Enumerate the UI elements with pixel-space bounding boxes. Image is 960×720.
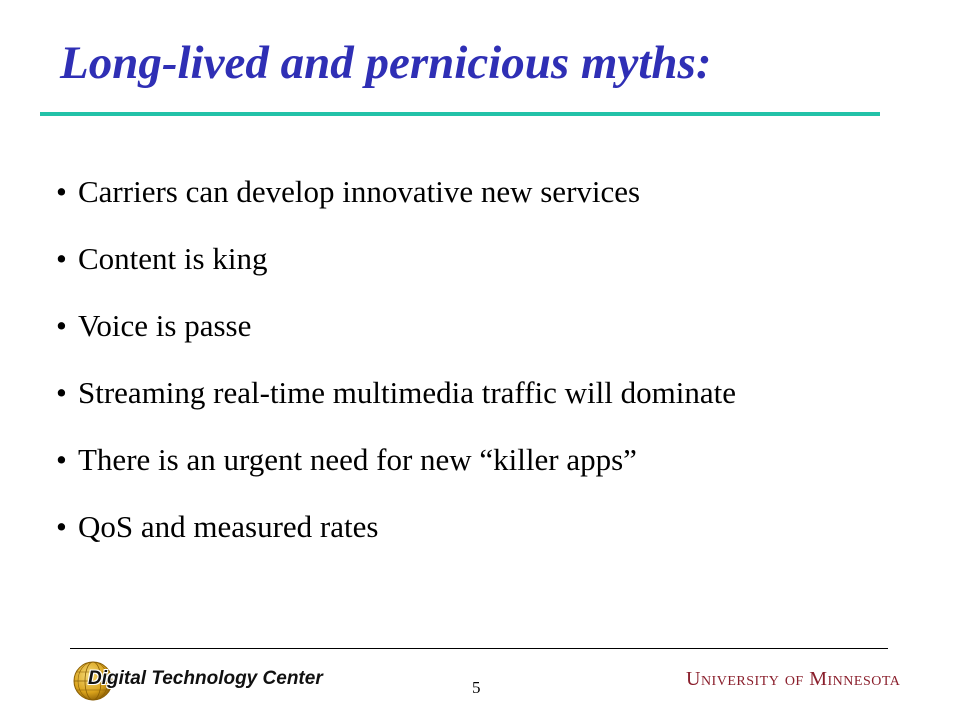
footer-divider	[70, 648, 888, 649]
title-underline	[40, 112, 880, 116]
bullet-marker: •	[56, 509, 67, 544]
page-number: 5	[472, 678, 481, 697]
bullet-text: Streaming real-time multimedia traffic will dominate	[78, 375, 736, 410]
bullet-item	[56, 505, 736, 572]
bullet-marker: •	[56, 308, 67, 343]
slide-title: Long-lived and pernicious myths:	[60, 37, 712, 89]
digital-technology-center-label: Digital Technology Center	[88, 668, 323, 689]
bullet-list	[56, 170, 736, 572]
bullet-text: Voice is passe	[78, 308, 252, 343]
bullet-marker: •	[56, 442, 67, 477]
bullet-item	[56, 438, 736, 505]
digital-technology-center-logo	[72, 658, 323, 708]
bullet-marker: •	[56, 375, 67, 410]
bullet-text: QoS and measured rates	[78, 509, 379, 544]
bullet-item	[56, 371, 736, 438]
bullet-text: Carriers can develop innovative new services	[78, 174, 641, 209]
bullet-text: There is an urgent need for new “killer apps”	[78, 442, 637, 477]
bullet-text: Content is king	[78, 241, 268, 276]
bullet-marker: •	[56, 241, 67, 276]
university-of-minnesota-wordmark: University of Minnesota	[686, 668, 901, 690]
bullet-marker: •	[56, 174, 67, 209]
bullet-item	[56, 170, 736, 237]
bullet-item	[56, 237, 736, 304]
bullet-item	[56, 304, 736, 371]
